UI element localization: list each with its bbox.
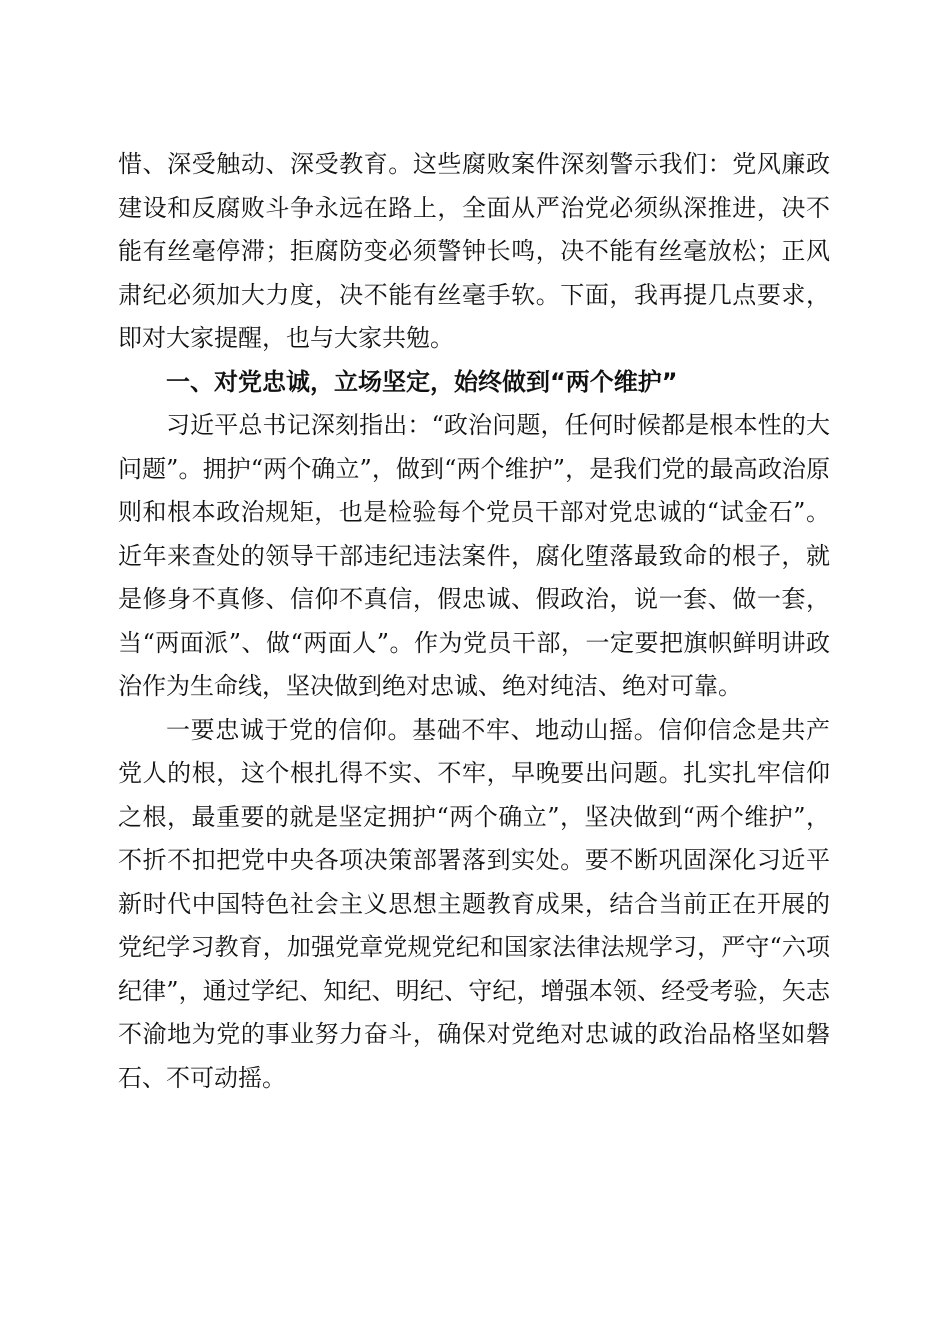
- paragraph-continuation: 惜、深受触动、深受教育。这些腐败案件深刻警示我们：党风廉政建设和反腐败斗争永远在路上，全面从严治党必须纵深推进，决不能有丝毫停滞；拒腐防变必须警钟长鸣，决不能有丝毫放松；正风肃纪必须加大力度，决不能有丝毫手软。下面，我再提几点要求，即对大家提醒，也与大家共勉。: [118, 150, 830, 352]
- document-body: [118, 143, 830, 1100]
- paragraph-body: 一要忠诚于党的信仰。基础不牢、地动山摇。信仰信念是共产党人的根，这个根扎得不实、不牢，早晚要出问题。扎实扎牢信仰之根，最重要的就是坚定拥护“两个确立”，坚决做到“两个维护”，不折不扣把党中央各项决策部署落到实处。要不断巩固深化习近平新时代中国特色社会主义思想主题教育成果，结合当前正在开展的党纪学习教育，加强党章党规党纪和国家法律法规学习，严守“六项纪律”，通过学纪、知纪、明纪、守纪，增强本领、经受考验，矢志不渝地为党的事业努力奋斗，确保对党绝对忠诚的政治品格坚如磐石、不可动摇。: [118, 715, 830, 1092]
- paragraph-body: 习近平总书记深刻指出：“政治问题，任何时候都是根本性的大问题”。拥护“两个确立”，做到“两个维护”，是我们党的最高政治原则和根本政治规矩，也是检验每个党员干部对党忠诚的“试金石”。近年来查处的领导干部违纪违法案件，腐化堕落最致命的根子，就是修身不真修、信仰不真信，假忠诚、假政治，说一套、做一套，当“两面派”、做“两面人”。作为党员干部，一定要把旗帜鲜明讲政治作为生命线，坚决做到绝对忠诚、绝对纯洁、绝对可靠。: [118, 411, 830, 700]
- section-heading: 一、对党忠诚，立场坚定，始终做到“两个维护”: [166, 367, 678, 396]
